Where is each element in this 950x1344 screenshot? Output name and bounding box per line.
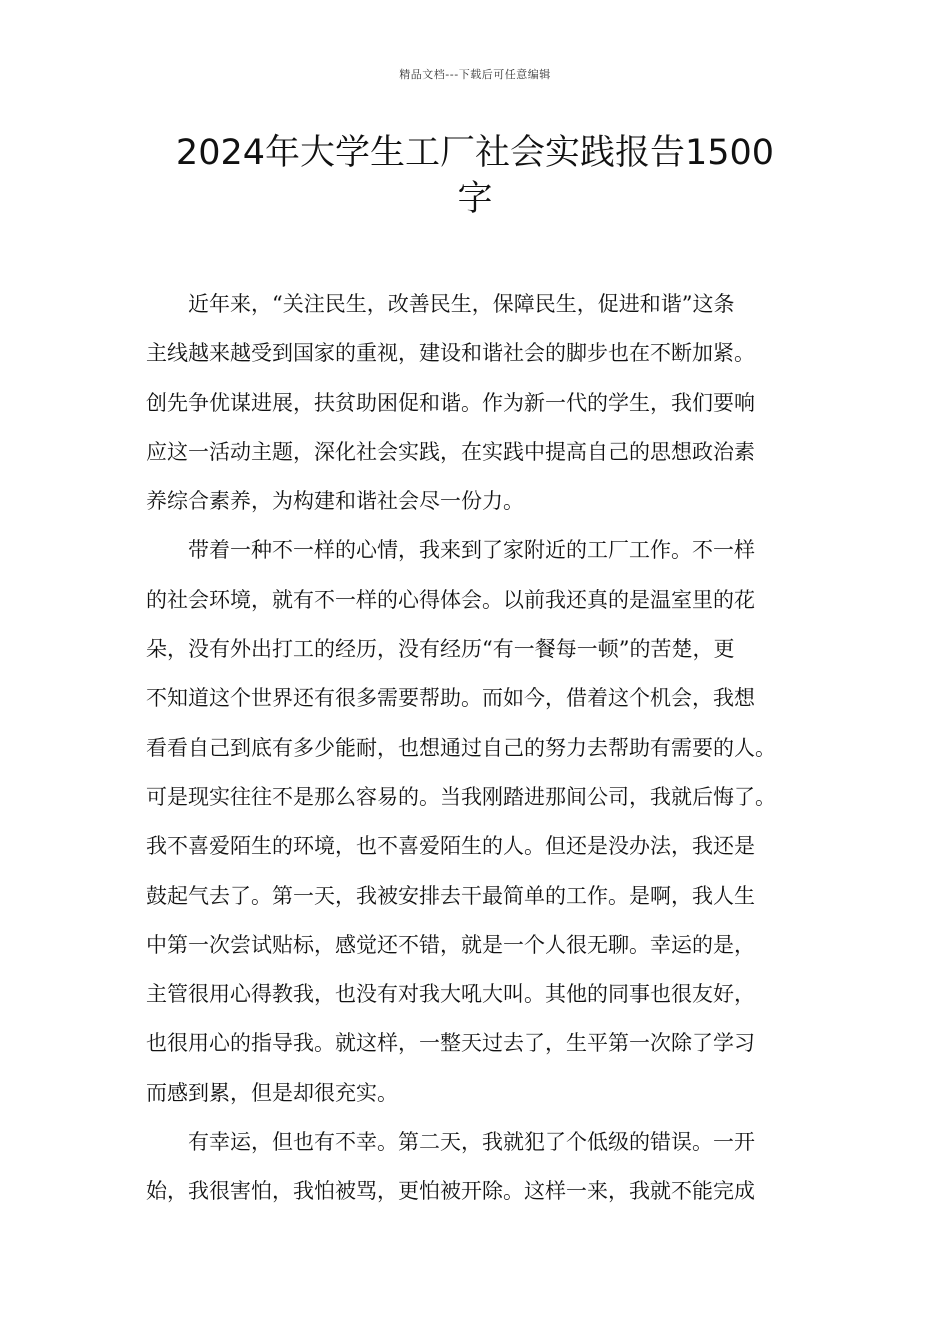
title-line-1: 2024年大学生工厂社会实践报告1500 — [175, 133, 775, 173]
body-line: 的社会环境，就有不一样的心得体会。以前我还真的是温室里的花 — [146, 587, 755, 612]
body-line: 创先争优谋进展，扶贫助困促和谐。作为新一代的学生，我们要响 — [146, 390, 755, 415]
body-line: 朵，没有外出打工的经历，没有经历“有一餐每一顿”的苦楚，更 — [146, 637, 735, 662]
body-line: 也很用心的指导我。就这样，一整天过去了，生平第一次除了学习 — [146, 1031, 755, 1056]
body-line: 看看自己到底有多少能耐，也想通过自己的努力去帮助有需要的人。 — [146, 735, 776, 760]
body-line: 不知道这个世界还有很多需要帮助。而如今，借着这个机会，我想 — [146, 686, 755, 711]
body-line: 主线越来越受到国家的重视，建设和谐社会的脚步也在不断加紧。 — [146, 341, 755, 366]
body-line: 我不喜爱陌生的环境，也不喜爱陌生的人。但还是没办法，我还是 — [146, 834, 755, 859]
body-line: 可是现实往往不是那么容易的。当我刚踏进那间公司，我就后悔了。 — [146, 784, 776, 809]
document-title — [140, 130, 810, 222]
body-line: 应这一活动主题，深化社会实践，在实践中提高自己的思想政治素 — [146, 439, 755, 464]
body-line: 近年来，“关注民生，改善民生，保障民生，促进和谐”这条 — [188, 292, 735, 316]
body-line: 鼓起气去了。第一天，我被安排去干最简单的工作。是啊，我人生 — [146, 883, 755, 908]
body-line: 带着一种不一样的心情，我来到了家附近的工厂工作。不一样 — [188, 538, 755, 563]
body-line: 始，我很害怕，我怕被骂，更怕被开除。这样一来，我就不能完成 — [146, 1179, 755, 1204]
title-line-2: 字 — [457, 179, 493, 219]
body-line: 而感到累，但是却很充实。 — [146, 1080, 398, 1105]
body-line: 养综合素养，为构建和谐社会尽一份力。 — [146, 489, 524, 514]
body-line: 有幸运，但也有不幸。第二天，我就犯了个低级的错误。一开 — [188, 1130, 755, 1155]
document-body — [146, 280, 816, 1217]
body-line: 中第一次尝试贴标，感觉还不错，就是一个人很无聊。幸运的是， — [146, 932, 755, 957]
page-header: 精品文档---下载后可任意编辑 — [399, 68, 551, 81]
body-line: 主管很用心得教我，也没有对我大吼大叫。其他的同事也很友好， — [146, 982, 755, 1007]
